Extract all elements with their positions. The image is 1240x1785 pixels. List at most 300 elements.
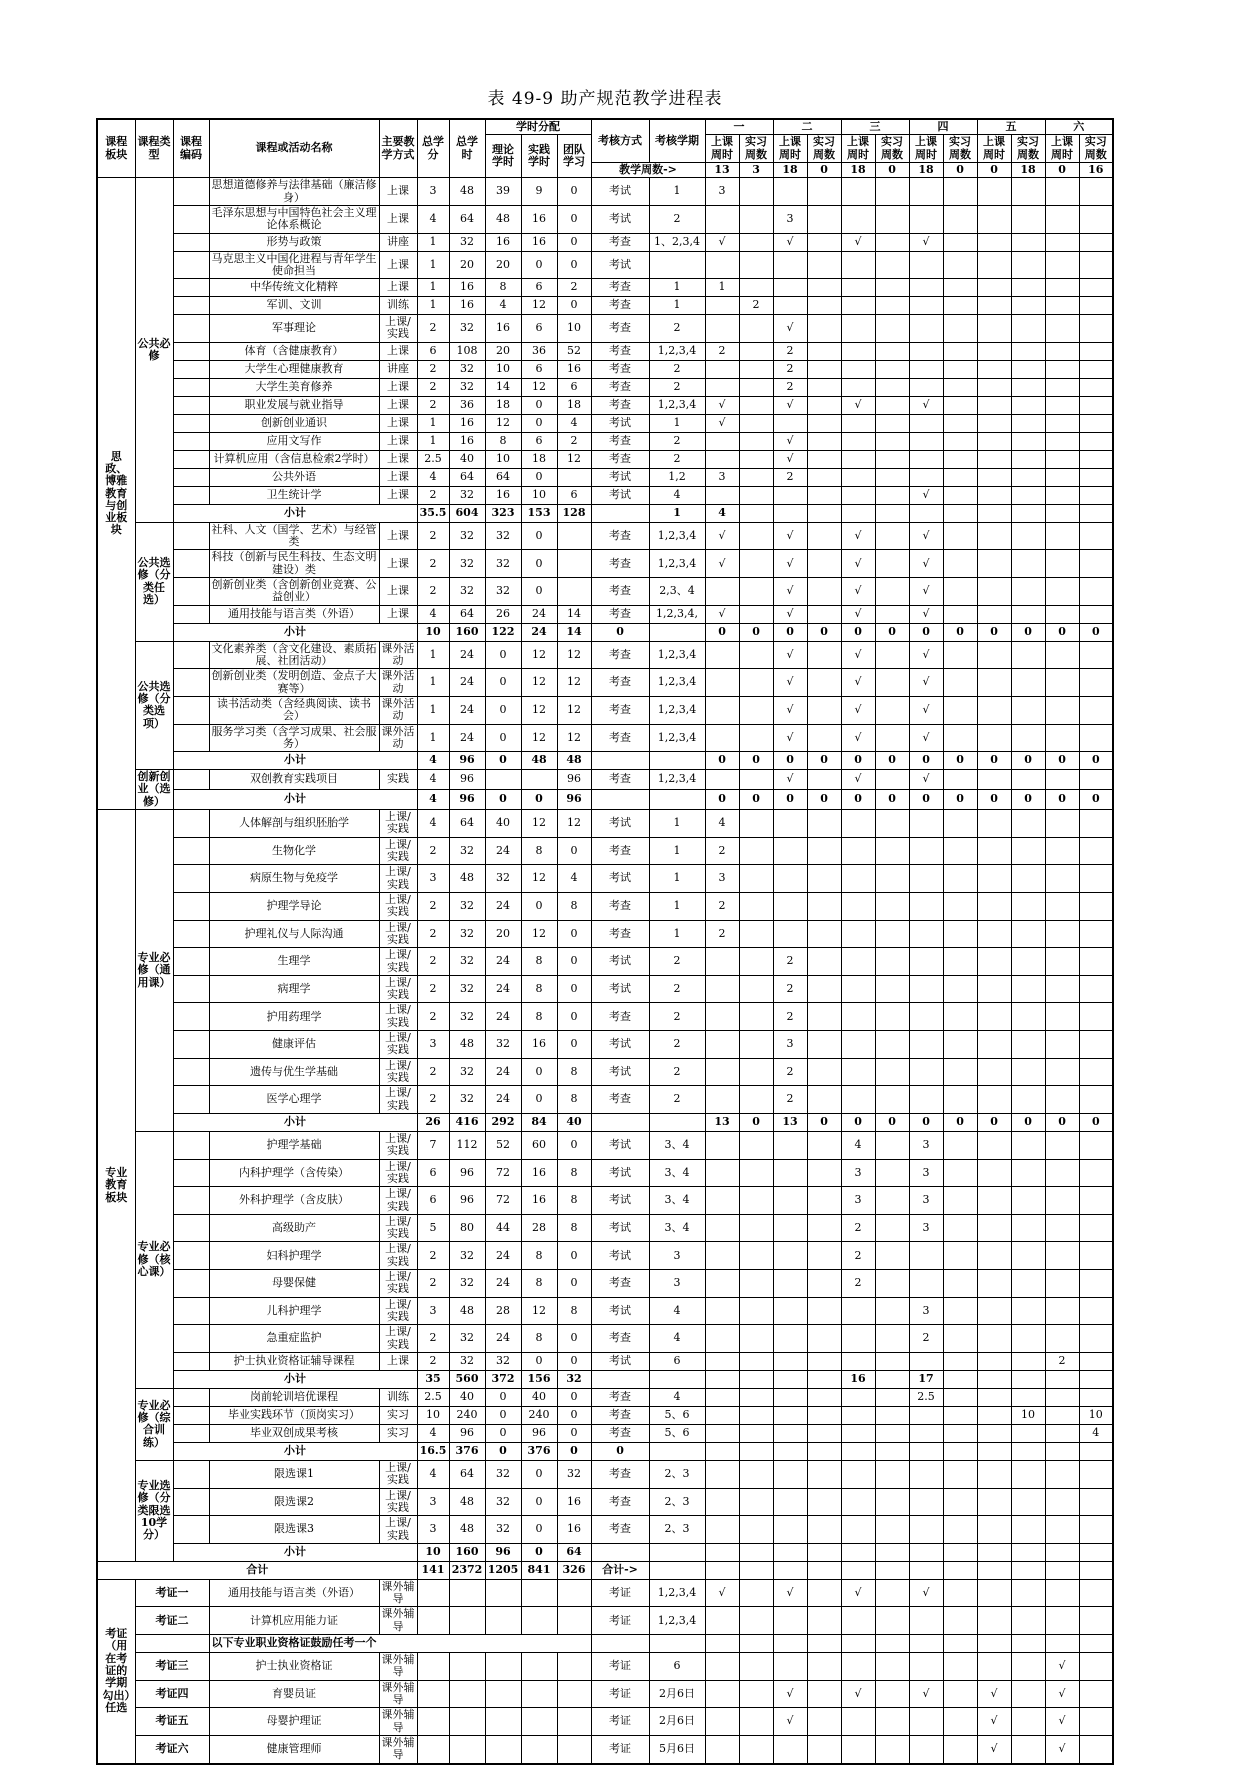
- subtotal-semester-cell: 0: [943, 790, 977, 810]
- course-practice-hours: 12: [521, 865, 557, 893]
- semester-cell: [841, 810, 875, 838]
- semester-cell: [841, 342, 875, 360]
- subtotal-label: 小计: [173, 504, 417, 522]
- course-team-hours: 8: [557, 1058, 591, 1086]
- course-credits: 1: [417, 724, 449, 752]
- course-name: 内科护理学（含传染）: [209, 1159, 379, 1187]
- semester-cell: 2: [739, 297, 773, 315]
- semester-cell: [943, 432, 977, 450]
- col-header-hour-allocation: 学时分配: [485, 119, 591, 135]
- semester-cell: [977, 468, 1011, 486]
- semester-cell: [875, 178, 909, 206]
- cert-practice-hours: [521, 1708, 557, 1736]
- semester-cell: [875, 1031, 909, 1059]
- semester-cell: [1079, 360, 1113, 378]
- semester-cell: [705, 360, 739, 378]
- course-code: [173, 1270, 209, 1298]
- course-code: [173, 810, 209, 838]
- semester-cell: [739, 233, 773, 251]
- semester-cell: 2: [773, 360, 807, 378]
- semester-cell: [909, 468, 943, 486]
- course-method: 课外活动: [379, 641, 417, 669]
- semester-cell: [841, 837, 875, 865]
- semester-cell: [773, 251, 807, 279]
- semester-cell: [705, 378, 739, 396]
- semester-cell: [773, 1388, 807, 1406]
- subtotal-semester-cell: [739, 1370, 773, 1388]
- semester-cell: 3: [909, 1131, 943, 1159]
- course-hours: 40: [449, 450, 485, 468]
- semester-cell: [1045, 315, 1079, 343]
- course-practice-hours: 9: [521, 178, 557, 206]
- cert-method: 课外辅导: [379, 1607, 417, 1635]
- course-method: 上课/实践: [379, 1516, 417, 1544]
- course-hours: 96: [449, 1187, 485, 1215]
- semester-cell: [943, 1388, 977, 1406]
- cert-practice-hours: [521, 1607, 557, 1635]
- semester-cell: [1045, 1003, 1079, 1031]
- semester-cell: √: [909, 486, 943, 504]
- semester-cell: 2: [1045, 1352, 1079, 1370]
- semester-cell: [943, 396, 977, 414]
- course-assess-method: 考查: [591, 550, 649, 578]
- course-row: [97, 396, 1113, 414]
- subtotal-row: [97, 1113, 1113, 1131]
- subtotal-theory-hours: 0: [485, 1442, 521, 1460]
- semester-cell: [1079, 1635, 1113, 1653]
- course-assess-method: 考查: [591, 837, 649, 865]
- course-name: 社科、人文（国学、艺术）与经管类: [209, 522, 379, 550]
- semester-cell: [1079, 1460, 1113, 1488]
- course-method: 实习: [379, 1424, 417, 1442]
- semester-cell: √: [773, 724, 807, 752]
- course-code: [173, 1086, 209, 1114]
- course-practice-hours: 6: [521, 432, 557, 450]
- subtotal-semester-cell: 0: [739, 1113, 773, 1131]
- course-assess-semester: 1: [649, 810, 705, 838]
- course-code: [173, 315, 209, 343]
- semester-cell: [943, 1086, 977, 1114]
- semester-cell: [875, 279, 909, 297]
- semester-cell: [1079, 1297, 1113, 1325]
- semester-cell: √: [773, 396, 807, 414]
- semester-cell: [739, 468, 773, 486]
- subtotal-semester-cell: 17: [909, 1370, 943, 1388]
- semester-cell: [1045, 1635, 1079, 1653]
- course-theory-hours: 0: [485, 641, 521, 669]
- semester-cell: [875, 1635, 909, 1653]
- semester-cell: [841, 1003, 875, 1031]
- semester-cell: [1011, 1653, 1045, 1681]
- semester-cell: [1079, 297, 1113, 315]
- semester-cell: [739, 550, 773, 578]
- cert-team-hours: [557, 1708, 591, 1736]
- semester-cell: [875, 1214, 909, 1242]
- semester-cell: [739, 1460, 773, 1488]
- course-name: 服务学习类（含学习成果、社会服务）: [209, 724, 379, 752]
- semester-cell: [943, 770, 977, 790]
- subtotal-semester-cell: 0: [977, 623, 1011, 641]
- course-theory-hours: 24: [485, 1270, 521, 1298]
- semester-cell: [977, 892, 1011, 920]
- cert-practice-hours: [521, 1680, 557, 1708]
- course-row: [97, 1424, 1113, 1442]
- semester-cell: [1079, 550, 1113, 578]
- course-team-hours: 0: [557, 1424, 591, 1442]
- cert-row: [97, 1653, 1113, 1681]
- semester-cell: [909, 1460, 943, 1488]
- semester-cell: [1079, 1003, 1113, 1031]
- course-method: 讲座: [379, 233, 417, 251]
- course-code: [173, 605, 209, 623]
- course-credits: 2: [417, 892, 449, 920]
- course-credits: 2: [417, 1242, 449, 1270]
- subtotal-semester-cell: 0: [943, 1113, 977, 1131]
- course-name: 军事理论: [209, 315, 379, 343]
- semester-cell: [875, 948, 909, 976]
- semester-cell: √: [1045, 1653, 1079, 1681]
- subtotal-theory-hours: 0: [485, 790, 521, 810]
- semester-cell: [807, 696, 841, 724]
- semester-cell: √: [773, 1579, 807, 1607]
- course-row: [97, 279, 1113, 297]
- course-assess-method: 考查: [591, 233, 649, 251]
- course-theory-hours: 24: [485, 1003, 521, 1031]
- semester-cell: [739, 948, 773, 976]
- course-hours: 80: [449, 1214, 485, 1242]
- subtotal-semester-cell: [773, 1543, 807, 1561]
- semester-cell: [739, 1031, 773, 1059]
- semester-cell: [705, 696, 739, 724]
- semester-cell: [739, 178, 773, 206]
- cert-credits: [417, 1735, 449, 1763]
- semester-cell: [909, 892, 943, 920]
- semester-cell: [807, 1460, 841, 1488]
- subtotal-practice-hours: 376: [521, 1442, 557, 1460]
- semester-cell: [1011, 550, 1045, 578]
- semester-cell: [943, 279, 977, 297]
- semester-cell: [1011, 1297, 1045, 1325]
- course-assess-semester: 2: [649, 975, 705, 1003]
- subtotal-row: [97, 790, 1113, 810]
- semester-cell: [1011, 468, 1045, 486]
- cert-theory-hours: [485, 1708, 521, 1736]
- course-assess-semester: 1,2,3,4: [649, 550, 705, 578]
- semester-cell: [943, 1242, 977, 1270]
- semester-cell: [1079, 1086, 1113, 1114]
- semester-cell: [1011, 1460, 1045, 1488]
- subtotal-semester-cell: 16: [841, 1370, 875, 1388]
- course-method: 上课: [379, 432, 417, 450]
- semester-cell: √: [841, 522, 875, 550]
- semester-cell: [977, 578, 1011, 606]
- semester-cell: [841, 1735, 875, 1763]
- course-theory-hours: 0: [485, 696, 521, 724]
- subtotal-semester-cell: 0: [1079, 752, 1113, 770]
- course-credits: 7: [417, 1131, 449, 1159]
- table-header: [97, 119, 1113, 178]
- course-method: 上课/实践: [379, 1297, 417, 1325]
- semester-cell: [1079, 432, 1113, 450]
- course-hours: 48: [449, 1488, 485, 1516]
- total-semester-cell: [807, 1561, 841, 1579]
- semester-cell: [773, 1653, 807, 1681]
- course-row: [97, 810, 1113, 838]
- semester-cell: 2: [773, 948, 807, 976]
- semester-cell: [1045, 205, 1079, 233]
- course-hours: 32: [449, 378, 485, 396]
- course-row: [97, 1187, 1113, 1215]
- semester-cell: [739, 1579, 773, 1607]
- course-name: 高级助产: [209, 1214, 379, 1242]
- course-method: 课外活动: [379, 696, 417, 724]
- course-name: 文化素养类（含文化建设、素质拓展、社团活动）: [209, 641, 379, 669]
- col-header-theory-hours: 理论学时: [485, 135, 521, 178]
- semester-cell: [773, 486, 807, 504]
- intern-weeks-header: 实习周数: [739, 135, 773, 163]
- subtotal-assess-method: [591, 1370, 649, 1388]
- semester-cell: [977, 1214, 1011, 1242]
- semester-cell: [943, 1653, 977, 1681]
- semester-cell: √: [1045, 1735, 1079, 1763]
- course-code: [173, 1058, 209, 1086]
- course-hours: 64: [449, 205, 485, 233]
- course-assess-method: 考试: [591, 178, 649, 206]
- semester-cell: [705, 578, 739, 606]
- course-credits: 1: [417, 641, 449, 669]
- course-method: 上课: [379, 396, 417, 414]
- course-theory-hours: 72: [485, 1159, 521, 1187]
- course-credits: 2: [417, 522, 449, 550]
- course-code: [173, 770, 209, 790]
- semester-2-header: 二: [773, 119, 841, 135]
- semester-cell: [1079, 578, 1113, 606]
- semester-cell: [739, 378, 773, 396]
- course-name: 限选课1: [209, 1460, 379, 1488]
- semester-cell: [773, 837, 807, 865]
- semester-cell: [1011, 1325, 1045, 1353]
- subtotal-credits: 4: [417, 790, 449, 810]
- course-method: 训练: [379, 1388, 417, 1406]
- course-code: [173, 1003, 209, 1031]
- course-credits: 4: [417, 1424, 449, 1442]
- course-assess-method: 考试: [591, 1297, 649, 1325]
- course-theory-hours: 52: [485, 1131, 521, 1159]
- course-theory-hours: [485, 770, 521, 790]
- course-assess-method: 考查: [591, 315, 649, 343]
- semester-cell: [705, 1297, 739, 1325]
- semester-cell: [1045, 1406, 1079, 1424]
- total-semester-cell: [875, 1561, 909, 1579]
- course-row: [97, 865, 1113, 893]
- course-theory-hours: 24: [485, 837, 521, 865]
- semester-cell: [977, 810, 1011, 838]
- course-credits: 2: [417, 486, 449, 504]
- subtotal-semester-cell: 0: [705, 623, 739, 641]
- semester-cell: [943, 1214, 977, 1242]
- course-method: 上课/实践: [379, 1031, 417, 1059]
- course-assess-semester: 5、6: [649, 1406, 705, 1424]
- course-code: [173, 1325, 209, 1353]
- semester-cell: [909, 1031, 943, 1059]
- total-semester-cell: [943, 1561, 977, 1579]
- course-assess-semester: 1,2,3,4,: [649, 605, 705, 623]
- semester-cell: [977, 1270, 1011, 1298]
- subtotal-semester-cell: [909, 504, 943, 522]
- course-hours: 64: [449, 468, 485, 486]
- semester-cell: [841, 1297, 875, 1325]
- teaching-weeks-value: 3: [739, 162, 773, 177]
- course-assess-method: 考查: [591, 641, 649, 669]
- semester-cell: [1011, 578, 1045, 606]
- total-theory-hours: 1205: [485, 1561, 521, 1579]
- course-credits: 2: [417, 1270, 449, 1298]
- subtotal-assess-semester: [649, 1543, 705, 1561]
- semester-cell: 2: [705, 920, 739, 948]
- semester-cell: [739, 1242, 773, 1270]
- semester-cell: [909, 1242, 943, 1270]
- course-team-hours: 0: [557, 1031, 591, 1059]
- course-method: 训练: [379, 297, 417, 315]
- course-team-hours: 12: [557, 641, 591, 669]
- semester-cell: [705, 1488, 739, 1516]
- semester-cell: [875, 1352, 909, 1370]
- course-practice-hours: 0: [521, 1352, 557, 1370]
- semester-cell: [875, 1003, 909, 1031]
- semester-cell: √: [841, 669, 875, 697]
- col-header-course-code: 课程编码: [173, 119, 209, 178]
- course-practice-hours: 16: [521, 1187, 557, 1215]
- semester-cell: [875, 810, 909, 838]
- semester-cell: [943, 1607, 977, 1635]
- course-code: [173, 1031, 209, 1059]
- semester-cell: [943, 1058, 977, 1086]
- cert-practice-hours: [521, 1579, 557, 1607]
- course-method: 上课: [379, 486, 417, 504]
- course-code: [173, 837, 209, 865]
- course-code: [173, 486, 209, 504]
- semester-cell: [875, 205, 909, 233]
- course-practice-hours: 16: [521, 205, 557, 233]
- course-assess-semester: 6: [649, 1352, 705, 1370]
- course-theory-hours: 16: [485, 233, 521, 251]
- semester-cell: [1011, 251, 1045, 279]
- semester-cell: [705, 1653, 739, 1681]
- semester-cell: [1011, 1735, 1045, 1763]
- semester-cell: [977, 1516, 1011, 1544]
- course-name: 护用药理学: [209, 1003, 379, 1031]
- subtotal-semester-cell: [1011, 504, 1045, 522]
- semester-cell: √: [909, 770, 943, 790]
- semester-cell: [807, 1607, 841, 1635]
- course-credits: 5: [417, 1214, 449, 1242]
- semester-cell: [1045, 920, 1079, 948]
- semester-cell: [841, 486, 875, 504]
- course-theory-hours: 48: [485, 205, 521, 233]
- semester-cell: [705, 486, 739, 504]
- course-theory-hours: 8: [485, 279, 521, 297]
- semester-cell: [1011, 1031, 1045, 1059]
- semester-cell: [943, 1488, 977, 1516]
- semester-cell: [1011, 837, 1045, 865]
- semester-cell: √: [705, 550, 739, 578]
- subtotal-semester-cell: 0: [943, 623, 977, 641]
- course-hours: 36: [449, 396, 485, 414]
- semester-cell: [807, 414, 841, 432]
- course-theory-hours: 32: [485, 522, 521, 550]
- semester-cell: [1079, 1579, 1113, 1607]
- course-theory-hours: 16: [485, 486, 521, 504]
- semester-cell: [1079, 1187, 1113, 1215]
- subtotal-credits: 35.5: [417, 504, 449, 522]
- course-theory-hours: 40: [485, 810, 521, 838]
- course-row: [97, 1297, 1113, 1325]
- semester-cell: [1045, 1424, 1079, 1442]
- cert-assess-method: 考证: [591, 1579, 649, 1607]
- course-method: 上课: [379, 205, 417, 233]
- semester-cell: [1079, 1388, 1113, 1406]
- course-hours: 108: [449, 342, 485, 360]
- course-practice-hours: 240: [521, 1406, 557, 1424]
- semester-cell: [1011, 1159, 1045, 1187]
- course-practice-hours: 8: [521, 975, 557, 1003]
- course-practice-hours: 0: [521, 1488, 557, 1516]
- semester-cell: [739, 920, 773, 948]
- semester-cell: 1: [705, 279, 739, 297]
- cert-method: 课外辅导: [379, 1735, 417, 1763]
- subtotal-semester-cell: [875, 1370, 909, 1388]
- semester-cell: [875, 1242, 909, 1270]
- course-theory-hours: 14: [485, 378, 521, 396]
- semester-cell: [807, 360, 841, 378]
- cert-theory-hours: [485, 1680, 521, 1708]
- subtotal-assess-method: [591, 790, 649, 810]
- course-row: [97, 1159, 1113, 1187]
- course-practice-hours: [521, 770, 557, 790]
- semester-cell: [977, 1242, 1011, 1270]
- subtotal-semester-cell: [841, 1543, 875, 1561]
- course-credits: 2: [417, 920, 449, 948]
- subtotal-semester-cell: [1045, 504, 1079, 522]
- course-practice-hours: 0: [521, 1516, 557, 1544]
- subtotal-label: 小计: [173, 1442, 417, 1460]
- semester-cell: √: [773, 1708, 807, 1736]
- course-code: [173, 1352, 209, 1370]
- semester-cell: [943, 1270, 977, 1298]
- intern-weeks-header: 实习周数: [875, 135, 909, 163]
- semester-cell: [977, 342, 1011, 360]
- semester-cell: [1045, 1058, 1079, 1086]
- group-label: 专业必修（综合训练）: [135, 1388, 173, 1460]
- course-assess-method: 考试: [591, 205, 649, 233]
- group-label: 公共选修（分类选项）: [135, 641, 173, 770]
- cert-credits: [417, 1579, 449, 1607]
- course-row: [97, 1031, 1113, 1059]
- course-team-hours: 0: [557, 1406, 591, 1424]
- semester-cell: [943, 297, 977, 315]
- course-row: [97, 1352, 1113, 1370]
- course-row: [97, 342, 1113, 360]
- semester-cell: [1011, 414, 1045, 432]
- course-theory-hours: 28: [485, 1297, 521, 1325]
- semester-cell: [739, 1159, 773, 1187]
- semester-cell: √: [841, 396, 875, 414]
- subtotal-semester-cell: [841, 504, 875, 522]
- semester-cell: [705, 1003, 739, 1031]
- subtotal-semester-cell: 0: [807, 752, 841, 770]
- subtotal-semester-cell: 0: [977, 752, 1011, 770]
- course-credits: 2: [417, 1086, 449, 1114]
